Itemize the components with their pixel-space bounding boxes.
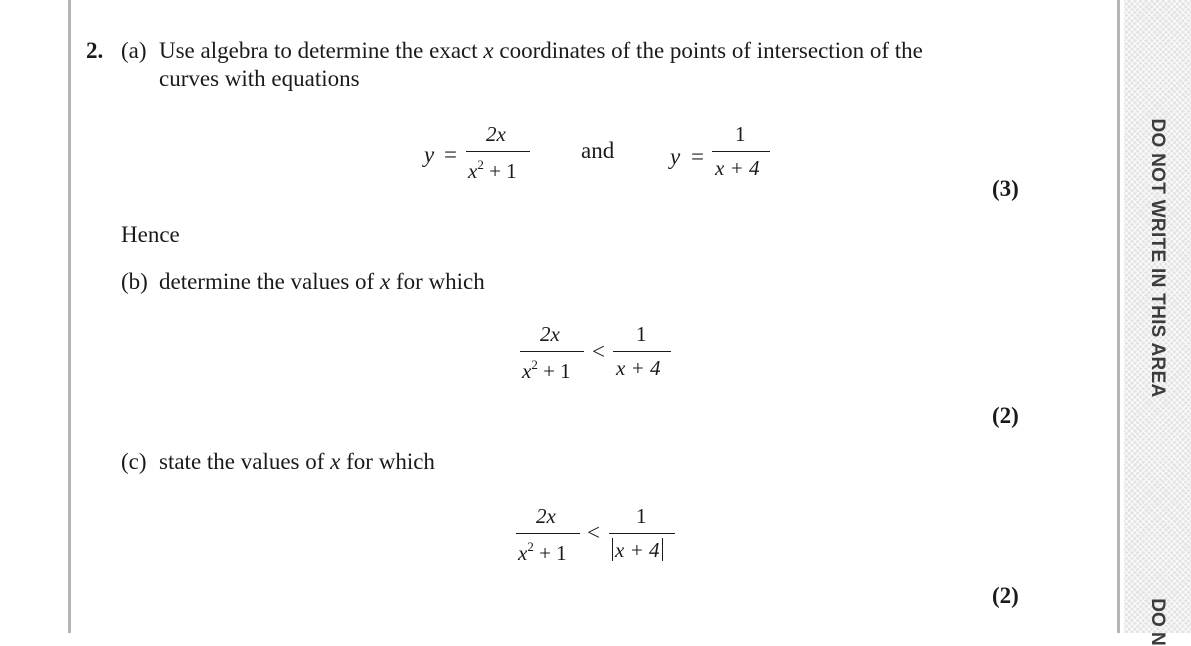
part-b-lhs-den-rest: + 1 xyxy=(543,359,571,383)
eq2-equals: = xyxy=(691,144,704,169)
margin-warning: DO NOT WRITE IN THIS AREA xyxy=(1147,118,1168,398)
part-b-lhs-bar xyxy=(520,351,584,352)
part-c-less-than: < xyxy=(587,520,600,545)
and-connector: and xyxy=(581,138,615,163)
eq1-equals: = xyxy=(444,142,457,167)
part-b-lhs-numerator: 2x xyxy=(540,322,560,346)
part-b-rhs-bar xyxy=(613,351,671,352)
part-b-lhs-denominator xyxy=(522,358,571,382)
question-number: 2. xyxy=(86,38,104,63)
eq2-denominator: x + 4 xyxy=(715,156,760,180)
part-b-text-pre: determine the values of xyxy=(159,269,375,294)
part-c-var: x xyxy=(330,449,341,474)
eq1-fraction-bar xyxy=(466,151,530,152)
part-b-lhs-den-exp: 2 xyxy=(531,357,538,372)
part-b-text xyxy=(159,270,485,293)
part-c-lhs-den-rest: + 1 xyxy=(539,541,567,565)
part-c-text xyxy=(159,450,435,473)
part-c-rhs-bar xyxy=(609,533,675,534)
part-c-rhs-numerator: 1 xyxy=(636,504,647,528)
part-b-var: x xyxy=(379,269,391,294)
eq2-y: y xyxy=(670,144,681,169)
right-page-border xyxy=(1117,0,1120,633)
part-b-marks: (2) xyxy=(992,403,1019,428)
part-a-line1 xyxy=(159,39,923,62)
part-b-rhs-numerator: 1 xyxy=(636,322,647,346)
part-c-text-post: for which xyxy=(346,449,435,474)
part-b-rhs-denominator: x + 4 xyxy=(616,356,661,380)
part-a-line2: curves with equations xyxy=(159,66,360,91)
part-c-lhs-denominator xyxy=(518,540,567,564)
part-a-label: (a) xyxy=(121,38,147,63)
part-c-lhs-den-var: x xyxy=(518,541,528,565)
eq2-fraction-bar xyxy=(712,151,770,152)
part-c-lhs-den-exp: 2 xyxy=(527,539,534,554)
part-b-less-than: < xyxy=(592,339,605,364)
part-b-label: (b) xyxy=(121,269,148,294)
part-c-marks: (2) xyxy=(992,583,1019,608)
part-c-rhs-abs-denominator: x + 4 xyxy=(612,538,663,561)
part-c-label: (c) xyxy=(121,449,147,474)
eq1-den-var: x xyxy=(468,159,478,183)
part-c-text-pre: state the values of xyxy=(159,449,325,474)
part-c-lhs-bar xyxy=(516,533,580,534)
eq1-numerator: 2x xyxy=(486,122,506,146)
eq1-den-exp: 2 xyxy=(477,157,484,172)
part-a-marks: (3) xyxy=(992,176,1019,201)
hence-text: Hence xyxy=(121,222,180,247)
part-c-lhs-numerator: 2x xyxy=(536,504,556,528)
margin-warning-cut: DO N xyxy=(1147,598,1168,646)
eq1-denominator xyxy=(468,158,517,182)
left-page-border xyxy=(68,0,71,633)
part-b-text-post: for which xyxy=(395,269,485,294)
eq1-y: y xyxy=(424,142,435,167)
part-a-var-x: x xyxy=(483,38,494,63)
eq1-den-rest: + 1 xyxy=(489,159,517,183)
part-b-lhs-den-var: x xyxy=(522,359,532,383)
part-a-line1-text: Use algebra to determine the exact x coordinates of the points of intersection of the xyxy=(159,38,923,63)
eq2-numerator: 1 xyxy=(735,122,746,146)
